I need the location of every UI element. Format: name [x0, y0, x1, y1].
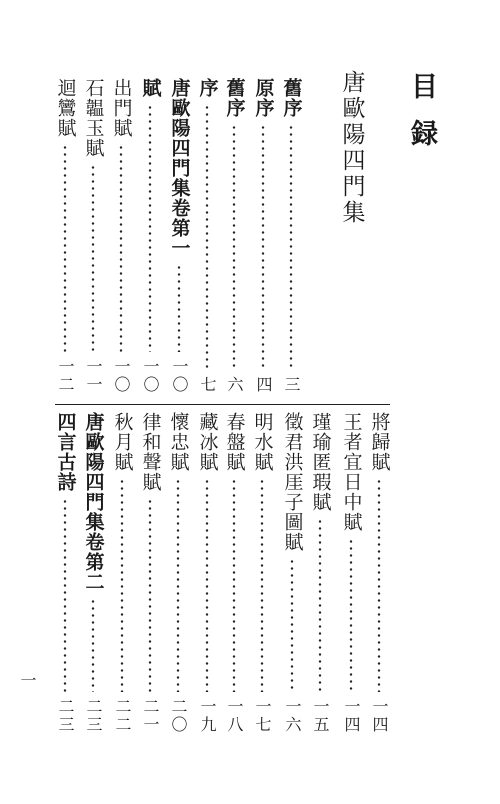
- entry-title: 舊序: [280, 78, 303, 118]
- page-folio: 一: [18, 672, 37, 688]
- toc-entry: [108, 412, 136, 734]
- dot-leader: [63, 144, 67, 352]
- entry-title: 律和聲賦: [139, 412, 162, 492]
- entry-title: 秋月賦: [111, 412, 134, 472]
- entry-page-number: 一七: [253, 698, 272, 734]
- dot-leader: [148, 104, 152, 352]
- toc-entry: [277, 78, 305, 394]
- dot-leader: [63, 498, 67, 692]
- dot-leader: [261, 124, 265, 370]
- entry-title: 四言古詩: [54, 412, 77, 492]
- toc-entry: [337, 70, 365, 226]
- entry-page-number: 一八: [225, 698, 244, 734]
- toc-entry: [249, 78, 277, 394]
- entry-page-number: 一四: [342, 698, 361, 734]
- entry-title: 迴鸞賦: [54, 78, 77, 138]
- dot-leader: [232, 478, 236, 692]
- toc-entry: [248, 412, 276, 734]
- dot-leader: [377, 478, 381, 692]
- entry-title: 春盤賦: [223, 412, 246, 472]
- toc-entry: [278, 412, 306, 734]
- dot-leader: [91, 164, 95, 352]
- entry-page-number: 一九: [198, 698, 217, 734]
- entry-page-number: 一二: [56, 358, 75, 394]
- toc-entry: [164, 412, 192, 734]
- entry-page-number: 七: [198, 376, 217, 394]
- dot-leader: [177, 264, 181, 352]
- entry-page-number: 三: [282, 376, 301, 394]
- divider-rule: [55, 404, 390, 405]
- entry-page-number: 二一: [141, 698, 160, 734]
- entry-page-number: 二二: [113, 698, 132, 734]
- toc-heading: 目録: [406, 72, 437, 166]
- dot-leader: [119, 144, 123, 352]
- toc-entry: [136, 78, 164, 394]
- toc-entry: [107, 78, 135, 394]
- dot-leader: [176, 478, 180, 692]
- toc-entry: [337, 412, 365, 734]
- entry-page-number: 四: [254, 376, 273, 394]
- dot-leader: [318, 518, 322, 692]
- dot-leader: [290, 558, 294, 692]
- entry-title: 藏冰賦: [196, 412, 219, 472]
- entry-page-number: 一四: [370, 698, 389, 734]
- dot-leader: [120, 478, 124, 692]
- entry-page-number: 一一: [84, 358, 103, 394]
- entry-page-number: 二三: [84, 698, 103, 734]
- entry-title: 序: [196, 78, 219, 98]
- entry-page-number: 一六: [283, 698, 302, 734]
- dot-leader: [205, 478, 209, 692]
- entry-title: 瑾瑜匿瑕賦: [309, 412, 332, 512]
- entry-title: 王者宜日中賦: [340, 412, 363, 532]
- dot-leader: [205, 104, 209, 370]
- toc-entry: [193, 412, 221, 734]
- entry-title: 明水賦: [251, 412, 274, 472]
- toc-entry: [79, 78, 107, 394]
- entry-title: 出門賦: [110, 78, 133, 138]
- entry-page-number: 一〇: [112, 358, 131, 394]
- dot-leader: [91, 598, 95, 692]
- toc-entry: [193, 78, 221, 394]
- entry-title: 原序: [252, 78, 275, 118]
- toc-entry: [136, 412, 164, 734]
- toc-entry: [51, 412, 79, 734]
- dot-leader: [289, 124, 293, 370]
- entry-page-number: 一〇: [141, 358, 160, 394]
- entry-title: 賦: [139, 78, 162, 98]
- entry-page-number: 二〇: [169, 698, 188, 734]
- toc-entry: [306, 412, 334, 734]
- toc-entry: [79, 412, 107, 734]
- dot-leader: [232, 124, 236, 370]
- entry-title: 唐歐陽四門集卷第一: [168, 78, 191, 258]
- entry-title: 石韞玉賦: [82, 78, 105, 158]
- dot-leader: [260, 478, 264, 692]
- entry-title: 唐歐陽四門集卷第二: [82, 412, 105, 592]
- entry-title: 懷忠賦: [167, 412, 190, 472]
- entry-page-number: 一〇: [170, 358, 189, 394]
- dot-leader: [148, 498, 152, 692]
- entry-title: 徵君洪厓子圖賦: [281, 412, 304, 552]
- toc-entry: [365, 412, 393, 734]
- toc-entry: [220, 412, 248, 734]
- toc-entry: [220, 78, 248, 394]
- entry-page-number: 一五: [311, 698, 330, 734]
- entry-page-number: 六: [225, 376, 244, 394]
- entry-title: 舊序: [223, 78, 246, 118]
- entry-title: 唐歐陽四門集: [338, 70, 365, 226]
- entry-title: 將歸賦: [368, 412, 391, 472]
- toc-entry: [165, 78, 193, 394]
- dot-leader: [349, 538, 353, 692]
- entry-page-number: 二三: [56, 698, 75, 734]
- toc-entry: [51, 78, 79, 394]
